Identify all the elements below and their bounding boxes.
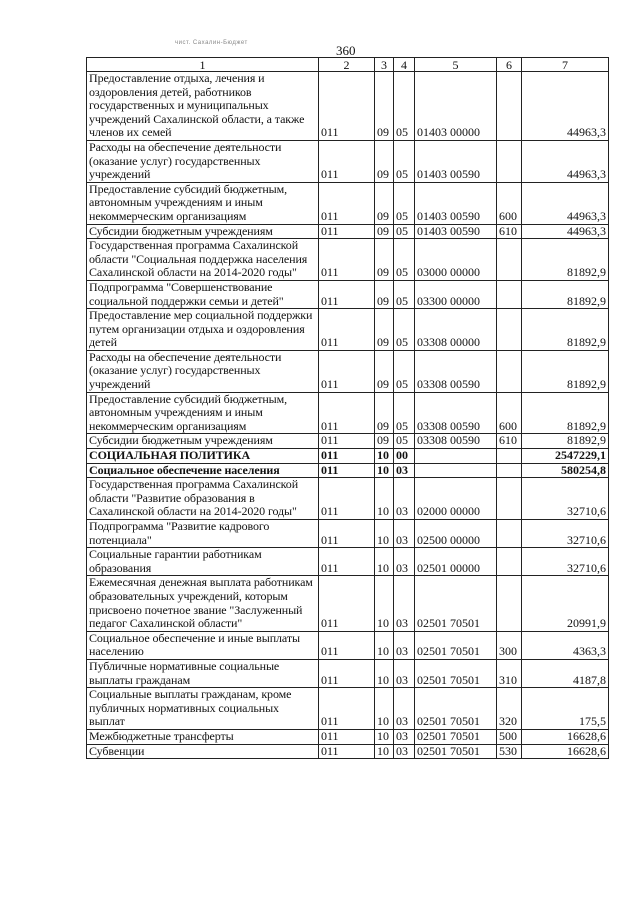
ministry-code-cell: 011: [319, 744, 375, 759]
target-article-cell: 02501 70501: [415, 576, 497, 631]
row-name-cell: Предоставление отдыха, лечения и оздоровления детей, работников государственных и муниципальных учреждений Сахалинской области, а также членов их семей: [87, 72, 319, 141]
ministry-code-cell: 011: [319, 520, 375, 548]
table-row: [87, 224, 609, 239]
column-header: 4: [394, 58, 415, 72]
amount-cell: 81892,9: [522, 239, 609, 281]
ministry-code-cell: 011: [319, 309, 375, 351]
section-code-cell: 09: [375, 350, 394, 392]
ministry-code-cell: 011: [319, 224, 375, 239]
section-code-cell: 10: [375, 463, 394, 478]
row-name-cell: Подпрограмма "Совершенствование социальной поддержки семьи и детей": [87, 280, 319, 308]
subsection-code-cell: 03: [394, 463, 415, 478]
table-row: [87, 72, 609, 141]
subsection-code-cell: 05: [394, 350, 415, 392]
column-header: 1: [87, 58, 319, 72]
section-code-cell: 09: [375, 72, 394, 141]
subsection-code-cell: 05: [394, 224, 415, 239]
expense-type-cell: [497, 548, 522, 576]
expense-type-cell: 300: [497, 631, 522, 659]
amount-cell: 16628,6: [522, 744, 609, 759]
expense-type-cell: 600: [497, 392, 522, 434]
subsection-code-cell: 05: [394, 239, 415, 281]
ministry-code-cell: 011: [319, 548, 375, 576]
expense-type-cell: [497, 350, 522, 392]
expense-type-cell: 610: [497, 224, 522, 239]
header-row: [87, 58, 609, 72]
amount-cell: 2547229,1: [522, 449, 609, 464]
row-name-cell: Государственная программа Сахалинской области "Развитие образования в Сахалинской области на 2014-2020 годы": [87, 478, 319, 520]
ministry-code-cell: 011: [319, 239, 375, 281]
ministry-code-cell: 011: [319, 350, 375, 392]
expense-type-cell: 310: [497, 659, 522, 687]
table-row: [87, 631, 609, 659]
ministry-code-cell: 011: [319, 140, 375, 182]
column-header: 5: [415, 58, 497, 72]
expense-type-cell: [497, 309, 522, 351]
section-code-cell: 10: [375, 520, 394, 548]
row-name-cell: Социальные гарантии работникам образования: [87, 548, 319, 576]
section-code-cell: 10: [375, 744, 394, 759]
target-article-cell: 02501 70501: [415, 688, 497, 730]
column-header: 6: [497, 58, 522, 72]
section-code-cell: 09: [375, 309, 394, 351]
archive-stamp: чист. Сахалин-Бюджет: [175, 40, 248, 46]
target-article-cell: 02000 00000: [415, 478, 497, 520]
row-name-cell: Межбюджетные трансферты: [87, 729, 319, 744]
ministry-code-cell: 011: [319, 72, 375, 141]
table-body: [87, 72, 609, 759]
row-name-cell: Социальное обеспечение населения: [87, 463, 319, 478]
target-article-cell: 03000 00000: [415, 239, 497, 281]
expense-type-cell: [497, 449, 522, 464]
target-article-cell: 02501 70501: [415, 659, 497, 687]
table-row: [87, 729, 609, 744]
section-code-cell: 09: [375, 280, 394, 308]
amount-cell: 81892,9: [522, 309, 609, 351]
budget-table: [86, 57, 609, 759]
subsection-code-cell: 03: [394, 576, 415, 631]
expense-type-cell: 610: [497, 434, 522, 449]
amount-cell: 44963,3: [522, 72, 609, 141]
subsection-code-cell: 05: [394, 72, 415, 141]
table-row: [87, 140, 609, 182]
row-name-cell: Предоставление мер социальной поддержки путем организации отдыха и оздоровления детей: [87, 309, 319, 351]
target-article-cell: 02501 00000: [415, 548, 497, 576]
subsection-code-cell: 03: [394, 478, 415, 520]
amount-cell: 32710,6: [522, 548, 609, 576]
expense-type-cell: [497, 520, 522, 548]
subsection-code-cell: 03: [394, 520, 415, 548]
amount-cell: 32710,6: [522, 478, 609, 520]
amount-cell: 81892,9: [522, 280, 609, 308]
target-article-cell: 02501 70501: [415, 631, 497, 659]
row-name-cell: Расходы на обеспечение деятельности (оказание услуг) государственных учреждений: [87, 350, 319, 392]
section-code-cell: 09: [375, 140, 394, 182]
target-article-cell: 01403 00590: [415, 224, 497, 239]
table-row: [87, 350, 609, 392]
row-name-cell: Государственная программа Сахалинской области "Социальная поддержка населения Сахалинской области на 2014-2020 годы": [87, 239, 319, 281]
amount-cell: 4187,8: [522, 659, 609, 687]
amount-cell: 20991,9: [522, 576, 609, 631]
section-code-cell: 10: [375, 449, 394, 464]
table-row: [87, 548, 609, 576]
section-code-cell: 10: [375, 631, 394, 659]
table-row: [87, 449, 609, 464]
row-name-cell: Субсидии бюджетным учреждениям: [87, 434, 319, 449]
row-name-cell: Расходы на обеспечение деятельности (оказание услуг) государственных учреждений: [87, 140, 319, 182]
table-row: [87, 392, 609, 434]
subsection-code-cell: 03: [394, 744, 415, 759]
amount-cell: 81892,9: [522, 434, 609, 449]
row-name-cell: Подпрограмма "Развитие кадрового потенциала": [87, 520, 319, 548]
amount-cell: 44963,3: [522, 140, 609, 182]
table-row: [87, 744, 609, 759]
table-row: [87, 520, 609, 548]
expense-type-cell: 530: [497, 744, 522, 759]
table-row: [87, 659, 609, 687]
subsection-code-cell: 03: [394, 729, 415, 744]
expense-type-cell: 500: [497, 729, 522, 744]
ministry-code-cell: 011: [319, 182, 375, 224]
ministry-code-cell: 011: [319, 659, 375, 687]
section-code-cell: 10: [375, 659, 394, 687]
amount-cell: 175,5: [522, 688, 609, 730]
ministry-code-cell: 011: [319, 688, 375, 730]
expense-type-cell: [497, 239, 522, 281]
amount-cell: 44963,3: [522, 224, 609, 239]
subsection-code-cell: 03: [394, 688, 415, 730]
section-code-cell: 10: [375, 688, 394, 730]
subsection-code-cell: 05: [394, 140, 415, 182]
section-code-cell: 09: [375, 392, 394, 434]
expense-type-cell: [497, 140, 522, 182]
target-article-cell: 01403 00000: [415, 72, 497, 141]
target-article-cell: [415, 463, 497, 478]
target-article-cell: 02501 70501: [415, 744, 497, 759]
subsection-code-cell: 05: [394, 434, 415, 449]
target-article-cell: 03308 00000: [415, 309, 497, 351]
amount-cell: 16628,6: [522, 729, 609, 744]
column-header: 2: [319, 58, 375, 72]
expense-type-cell: [497, 576, 522, 631]
table-row: [87, 463, 609, 478]
row-name-cell: Ежемесячная денежная выплата работникам образовательных учреждений, которым присвоено почетное звание "Заслуженный педагог Сахалинской области": [87, 576, 319, 631]
page-number: 360: [336, 43, 356, 58]
amount-cell: 81892,9: [522, 392, 609, 434]
ministry-code-cell: 011: [319, 478, 375, 520]
ministry-code-cell: 011: [319, 434, 375, 449]
table-row: [87, 478, 609, 520]
target-article-cell: [415, 449, 497, 464]
subsection-code-cell: 03: [394, 548, 415, 576]
table-row: [87, 182, 609, 224]
table-row: [87, 576, 609, 631]
target-article-cell: 03308 00590: [415, 434, 497, 449]
section-code-cell: 10: [375, 548, 394, 576]
subsection-code-cell: 05: [394, 309, 415, 351]
section-code-cell: 09: [375, 239, 394, 281]
subsection-code-cell: 05: [394, 280, 415, 308]
row-name-cell: Публичные нормативные социальные выплаты гражданам: [87, 659, 319, 687]
row-name-cell: Субвенции: [87, 744, 319, 759]
subsection-code-cell: 03: [394, 631, 415, 659]
expense-type-cell: [497, 478, 522, 520]
table-row: [87, 688, 609, 730]
amount-cell: 81892,9: [522, 350, 609, 392]
expense-type-cell: 600: [497, 182, 522, 224]
amount-cell: 44963,3: [522, 182, 609, 224]
ministry-code-cell: 011: [319, 729, 375, 744]
table-row: [87, 239, 609, 281]
target-article-cell: 03308 00590: [415, 350, 497, 392]
section-code-cell: 10: [375, 576, 394, 631]
ministry-code-cell: 011: [319, 280, 375, 308]
section-code-cell: 10: [375, 729, 394, 744]
row-name-cell: СОЦИАЛЬНАЯ ПОЛИТИКА: [87, 449, 319, 464]
target-article-cell: 03308 00590: [415, 392, 497, 434]
column-header: 3: [375, 58, 394, 72]
row-name-cell: Социальные выплаты гражданам, кроме публичных нормативных социальных выплат: [87, 688, 319, 730]
subsection-code-cell: 05: [394, 182, 415, 224]
row-name-cell: Социальное обеспечение и иные выплаты населению: [87, 631, 319, 659]
subsection-code-cell: 00: [394, 449, 415, 464]
table-row: [87, 280, 609, 308]
expense-type-cell: [497, 72, 522, 141]
target-article-cell: 02501 70501: [415, 729, 497, 744]
ministry-code-cell: 011: [319, 463, 375, 478]
ministry-code-cell: 011: [319, 392, 375, 434]
table-row: [87, 434, 609, 449]
amount-cell: 580254,8: [522, 463, 609, 478]
ministry-code-cell: 011: [319, 631, 375, 659]
ministry-code-cell: 011: [319, 576, 375, 631]
expense-type-cell: [497, 280, 522, 308]
section-code-cell: 10: [375, 478, 394, 520]
expense-type-cell: [497, 463, 522, 478]
subsection-code-cell: 03: [394, 659, 415, 687]
expense-type-cell: 320: [497, 688, 522, 730]
ministry-code-cell: 011: [319, 449, 375, 464]
target-article-cell: 01403 00590: [415, 182, 497, 224]
target-article-cell: 02500 00000: [415, 520, 497, 548]
row-name-cell: Субсидии бюджетным учреждениям: [87, 224, 319, 239]
amount-cell: 4363,3: [522, 631, 609, 659]
amount-cell: 32710,6: [522, 520, 609, 548]
section-code-cell: 09: [375, 224, 394, 239]
subsection-code-cell: 05: [394, 392, 415, 434]
target-article-cell: 03300 00000: [415, 280, 497, 308]
column-header: 7: [522, 58, 609, 72]
section-code-cell: 09: [375, 182, 394, 224]
row-name-cell: Предоставление субсидий бюджетным, автономным учреждениям и иным некоммерческим организациям: [87, 392, 319, 434]
row-name-cell: Предоставление субсидий бюджетным, автономным учреждениям и иным некоммерческим организациям: [87, 182, 319, 224]
target-article-cell: 01403 00590: [415, 140, 497, 182]
table-row: [87, 309, 609, 351]
section-code-cell: 09: [375, 434, 394, 449]
